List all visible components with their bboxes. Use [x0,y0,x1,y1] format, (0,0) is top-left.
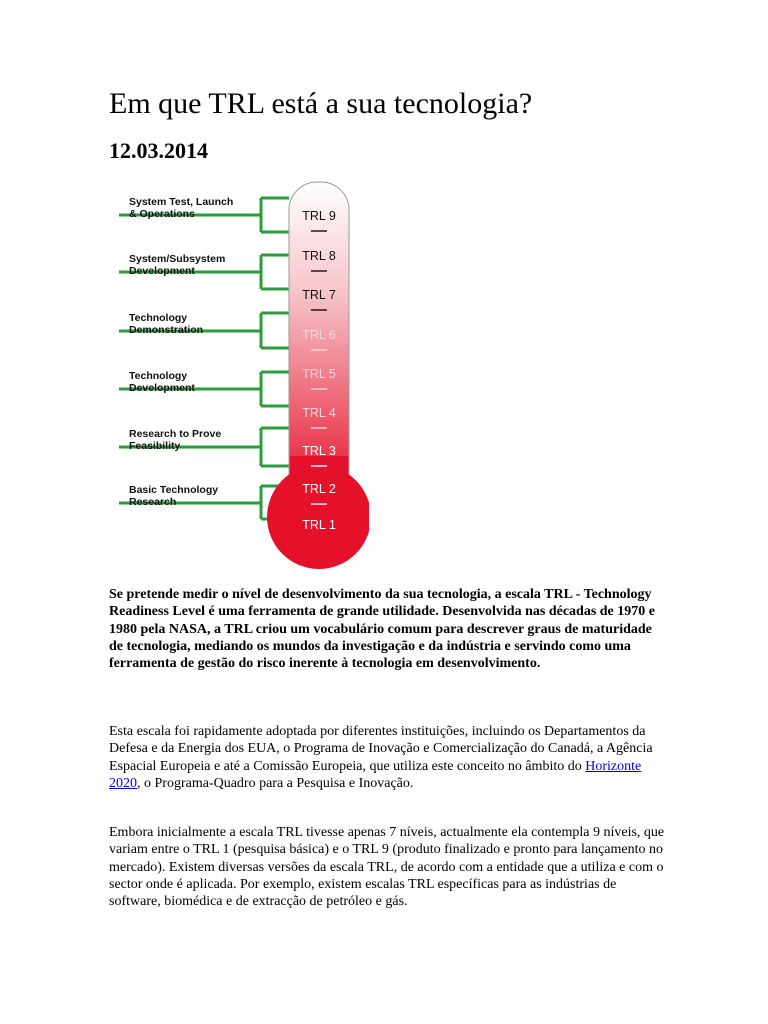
category-label-line: Technology [129,312,188,324]
trl-level-label-4: TRL 4 [302,406,336,420]
trl-level-label-3: TRL 3 [302,444,336,458]
category-label-line: Feasibility [129,440,181,452]
paragraph-levels: Embora inicialmente a escala TRL tivesse apenas 7 níveis, actualmente ela contempla 9 níveis, que variam entre o TRL 1 (pesquisa básica) e o TRL 9 (produto finalizado e pronto para lançamento no mercado). Existem diversas versões da escala TRL, de acordo com a entidade que a utiliza e com o sector onde é aplicada. Por exemplo, existem escalas TRL específicas para as indústrias de software, biomédica e de extracção de petróleo e gás. [109,825,665,910]
trl-level-labels [302,209,336,532]
category-label-line: Development [129,265,195,277]
category-brackets [119,198,289,519]
trl-thermometer-figure [109,176,369,576]
category-label-line: System/Subsystem [129,253,226,265]
trl-level-label-7: TRL 7 [302,288,336,302]
paragraph-adoption-text-1: Esta escala foi rapidamente adoptada por diferentes instituições, incluindo os Departamentos da Defesa e da Energia dos EUA, o Programa de Inovação e Comercialização do Canadá, a Agência Espacial Europeia e até a Comissão Europeia, que utiliza este conceito no âmbito do [109,724,653,774]
trl-level-label-6: TRL 6 [302,328,336,342]
trl-level-label-8: TRL 8 [302,249,336,263]
category-label-line: Basic Technology [129,484,219,496]
article-title: Em que TRL está a sua tecnologia? [109,87,533,120]
category-label-line: Research [129,496,177,508]
paragraph-adoption-text-2: , o Programa-Quadro para a Pesquisa e Inovação. [137,775,414,791]
intro-paragraph: Se pretende medir o nível de desenvolvimento da sua tecnologia, a escala TRL - Technology Readiness Level é uma ferramenta de grande utilidade. Desenvolvida nas décadas de 1970 e 1980 pela NASA, a TRL criou um vocabulário comum para descrever graus de maturidade de tecnologia, mediando os mundos da investigação e da indústria e servindo como uma ferramenta de gestão do risco inerente à tecnologia em desenvolvimento. [109,587,655,672]
trl-level-label-5: TRL 5 [302,367,336,381]
trl-level-label-9: TRL 9 [302,209,336,223]
category-label-line: Development [129,382,195,394]
horizonte-2020-link[interactable]: Horizonte 2020 [109,758,642,791]
category-label-line: Demonstration [129,324,204,336]
category-label-line: Technology [129,370,188,382]
category-label-line: & Operations [129,208,195,220]
trl-level-label-2: TRL 2 [302,482,336,496]
paragraph-adoption [109,723,669,792]
article-date: 12.03.2014 [109,138,208,163]
trl-thermometer-chart [109,176,369,576]
category-label-line: System Test, Launch [129,196,234,208]
trl-level-label-1: TRL 1 [302,518,336,532]
category-label-4 [129,370,195,394]
category-labels [129,196,233,508]
category-label-line: Research to Prove [129,428,222,440]
category-label-3 [129,312,203,336]
